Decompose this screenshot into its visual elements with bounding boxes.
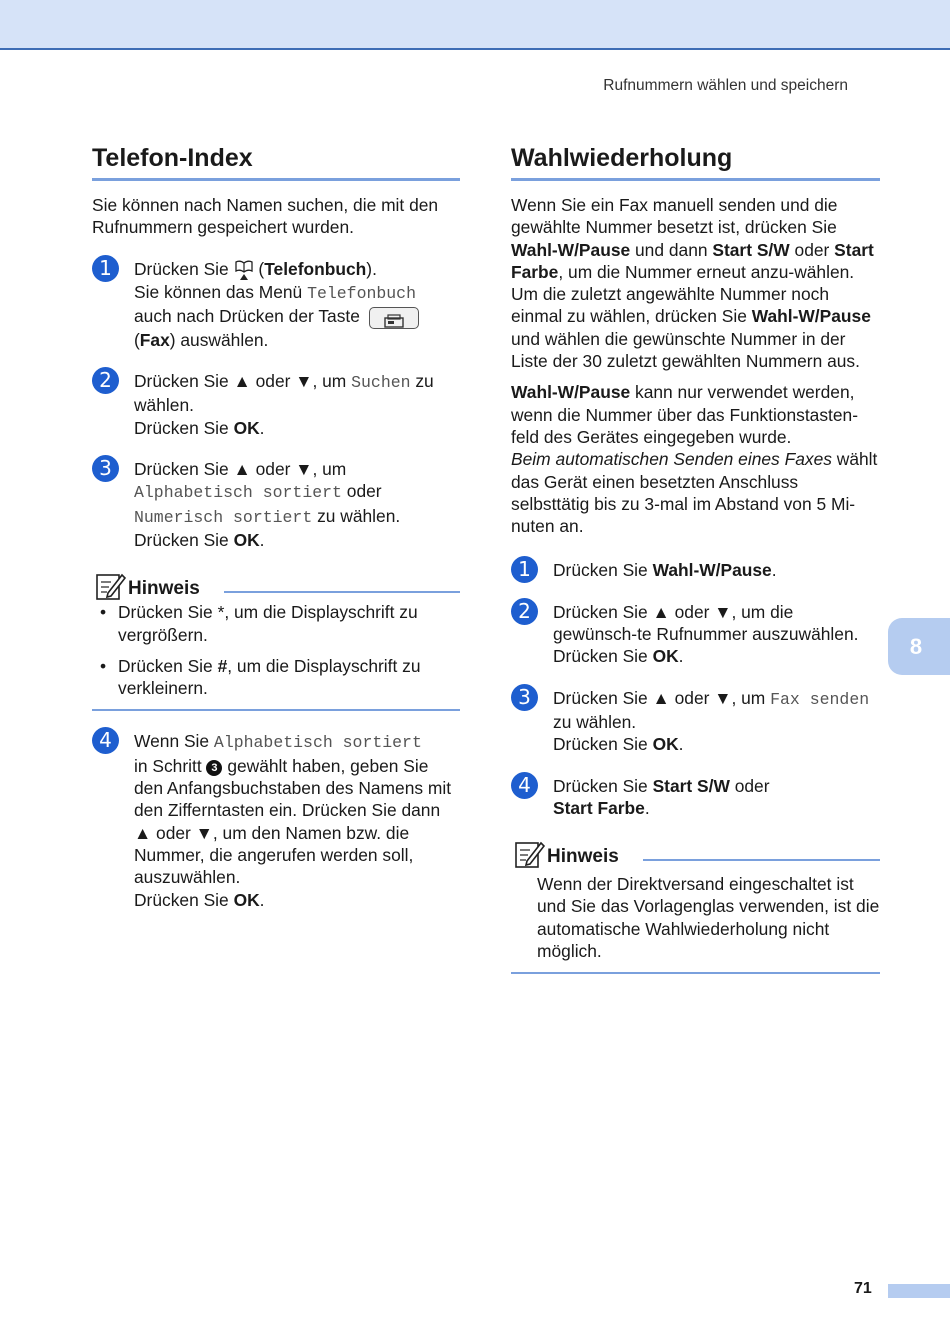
lcd-text: Fax senden bbox=[770, 689, 870, 709]
top-banner bbox=[0, 0, 950, 50]
note-title: Hinweis bbox=[128, 578, 200, 600]
title-rule bbox=[92, 178, 460, 181]
lcd-text: Suchen bbox=[351, 373, 411, 393]
note-bottom-rule bbox=[511, 972, 880, 974]
note-box bbox=[511, 839, 880, 974]
section-telefon-index bbox=[92, 140, 460, 911]
note-pencil-icon bbox=[94, 571, 126, 601]
step-number-badge: 4 bbox=[92, 727, 119, 754]
step-text: Drücken Sie ▲ oder ▼, um Suchen zu wählen. Drücken Sie OK. bbox=[134, 371, 434, 438]
fax-key-icon bbox=[369, 307, 419, 329]
phonebook-icon bbox=[234, 259, 254, 281]
step-3 bbox=[511, 684, 880, 756]
lcd-text: Telefonbuch bbox=[307, 283, 416, 303]
step-4 bbox=[92, 730, 460, 910]
running-header: Rufnummern wählen und speichern bbox=[603, 77, 848, 94]
step-number-badge: 3 bbox=[511, 684, 538, 711]
step-number-badge: 2 bbox=[511, 598, 538, 625]
note-pencil-icon bbox=[513, 839, 545, 869]
note-title: Hinweis bbox=[547, 846, 619, 868]
step-text: Drücken Sie (Telefonbuch). Sie können das Menü Telefonbuch auch nach Drücken der Taste (Fax) auswählen. bbox=[134, 258, 460, 352]
page-number-bar bbox=[888, 1284, 950, 1298]
section-wahlwiederholung bbox=[511, 140, 880, 974]
step-text: Drücken Sie ▲ oder ▼, um die gewünsch-te Rufnummer auszuwählen. Drücken Sie OK. bbox=[553, 601, 859, 667]
section-title: Wahlwiederholung bbox=[511, 144, 733, 172]
note-list-item: • Drücken Sie #, um die Displayschrift zu verkleinern. bbox=[92, 655, 460, 700]
step-number-badge: 1 bbox=[511, 556, 538, 583]
step-text: Drücken Sie Start S/W oder Start Farbe. bbox=[553, 775, 770, 818]
step-2 bbox=[511, 598, 880, 668]
lcd-text: Numerisch sortiert bbox=[134, 507, 313, 527]
step-text: Wenn Sie Alphabetisch sortiert in Schritt 3 gewählt haben, geben Sie den Anfangsbuchstaben des Namens mit den Zifferntasten ein. Drücken Sie dann ▲ oder ▼, um den Namen bzw. die Nummer, die angerufen werden soll, auszuwählen. Drücken Sie OK. bbox=[134, 731, 452, 910]
page-number: 71 bbox=[854, 1280, 872, 1297]
note-bottom-rule bbox=[92, 709, 460, 711]
step-3 bbox=[92, 458, 460, 551]
note-rule bbox=[643, 859, 880, 861]
intro-paragraph: Sie können nach Namen suchen, die mit den Rufnummern gespeichert wurden. bbox=[92, 195, 439, 238]
step-text: Drücken Sie ▲ oder ▼, um Alphabetisch sortiert oder Numerisch sortiert zu wählen. Drücken Sie OK. bbox=[134, 459, 401, 550]
step-1 bbox=[92, 255, 460, 352]
step-text: Drücken Sie Wahl-W/Pause. bbox=[553, 560, 777, 581]
step-number-badge: 4 bbox=[511, 772, 538, 799]
step-ref-badge: 3 bbox=[206, 760, 222, 776]
step-number-badge: 1 bbox=[92, 255, 119, 282]
note-box bbox=[92, 571, 460, 711]
lcd-text: Alphabetisch sortiert bbox=[134, 483, 342, 503]
title-rule bbox=[511, 178, 880, 181]
step-number-badge: 3 bbox=[92, 455, 119, 482]
paragraph-2: Wahl-W/Pause kann nur verwendet werden, wenn die Nummer über das Funktionstasten-feld des Gerätes eingegeben wurde. Beim automatischen Senden eines Faxes wählt das Gerät einen besetzten Anschluss selbsttätig bis zu 3-mal im Abstand von 5 Mi-nuten an. bbox=[511, 382, 878, 537]
paragraph-1: Wenn Sie ein Fax manuell senden und die gewählte Nummer besetzt ist, drücken Sie Wahl-W/Pause und dann Start S/W oder Start Farbe, um die Nummer erneut anzu-wählen. Um die zuletzt angewählte Nummer noch einmal zu wählen, drücken Sie Wahl-W/Pause und wählen die gewünschte Nummer in der Liste der 30 zuletzt gewählten Nummern aus. bbox=[511, 195, 874, 372]
step-number-badge: 2 bbox=[92, 367, 119, 394]
step-2 bbox=[92, 370, 460, 439]
step-1 bbox=[511, 559, 880, 581]
step-text: Drücken Sie ▲ oder ▼, um Fax senden zu wählen. Drücken Sie OK. bbox=[553, 687, 870, 755]
note-text: Wenn der Direktversand eingeschaltet ist und Sie das Vorlagenglas verwenden, ist die automatische Wahlwiederholung nicht möglich. bbox=[537, 874, 880, 962]
lcd-text: Alphabetisch sortiert bbox=[213, 733, 422, 753]
note-rule bbox=[224, 591, 460, 593]
note-list-item: • Drücken Sie *, um die Displayschrift zu vergrößern. bbox=[92, 601, 460, 646]
section-title: Telefon-Index bbox=[92, 144, 253, 172]
chapter-tab: 8 bbox=[888, 618, 950, 675]
step-4 bbox=[511, 772, 880, 820]
